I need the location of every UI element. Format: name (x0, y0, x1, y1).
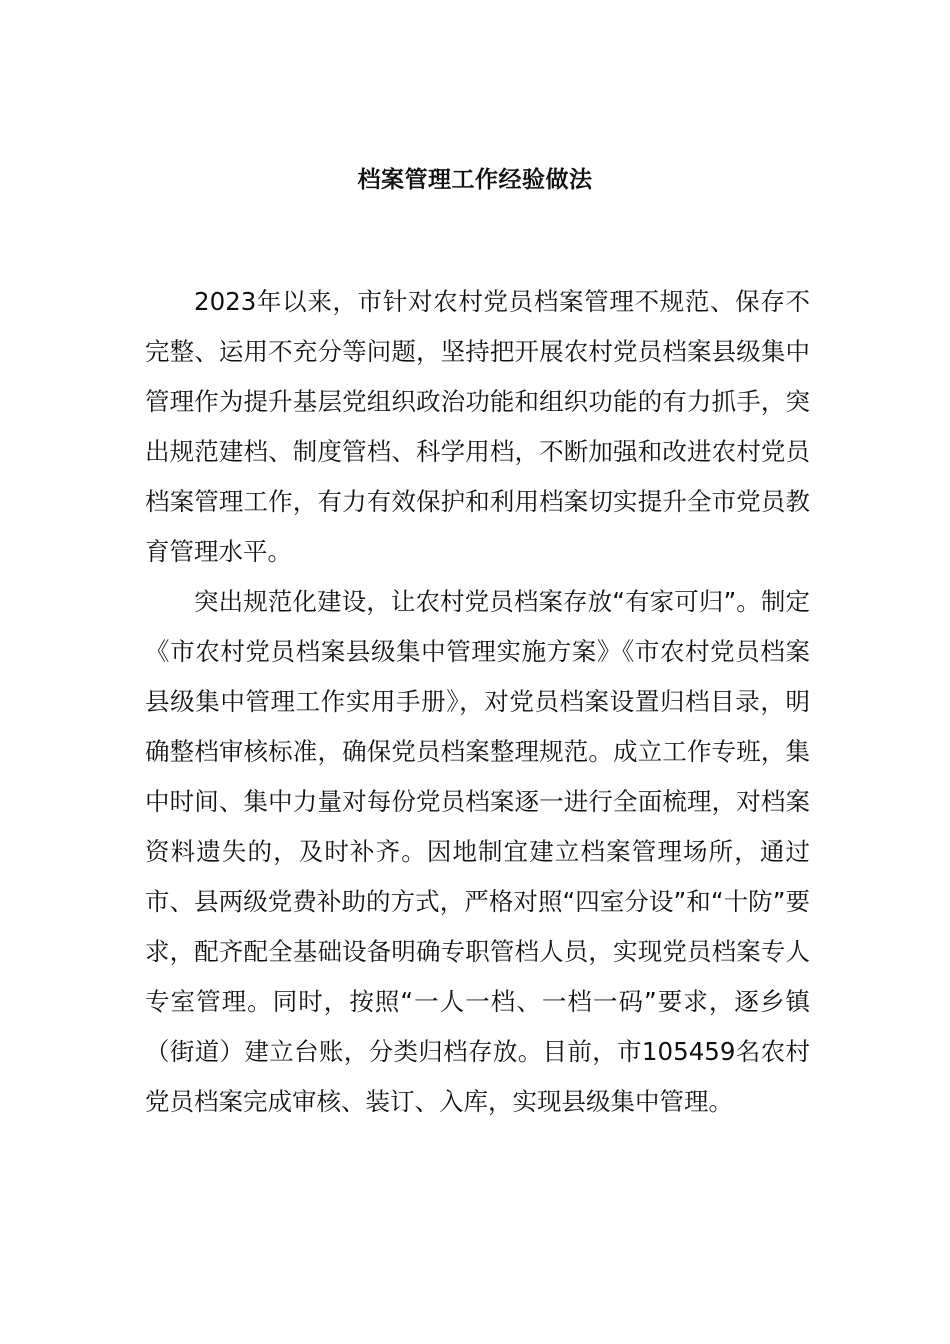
document-title: 档案管理工作经验做法 (357, 167, 593, 193)
paragraph-standardization: 突出规范化建设，让农村党员档案存放“有家可归”。制定《市农村党员档案县级集中管理实施方案》《市农村党员档案县级集中管理工作实用手册》，对党员档案设置归档目录，明确整档审核标准，确保党员档案整理规范。成立工作专班，集中时间、集中力量对每份党员档案逐一进行全面梳理，对档案资料遗失的，及时补齐。因地制宜建立档案管理场所，通过市、县两级党费补助的方式，严格对照“四室分设”和“十防”要求，配齐配全基础设备明确专职管档人员，实现党员档案专人专室管理。同时，按照“一人一档、一档一码”要求，逐乡镇（街道）建立台账，分类归档存放。目前，市105459名农村党员档案完成审核、装订、入库，实现县级集中管理。 (145, 587, 810, 1116)
document-body (145, 277, 810, 1127)
paragraph-intro: 2023年以来，市针对农村党员档案管理不规范、保存不完整、运用不充分等问题，坚持把开展农村党员档案县级集中管理作为提升基层党组织政治功能和组织功能的有力抓手，突出规范建档、制度管档、科学用档，不断加强和改进农村党员档案管理工作，有力有效保护和利用档案切实提升全市党员教育管理水平。 (145, 287, 810, 566)
